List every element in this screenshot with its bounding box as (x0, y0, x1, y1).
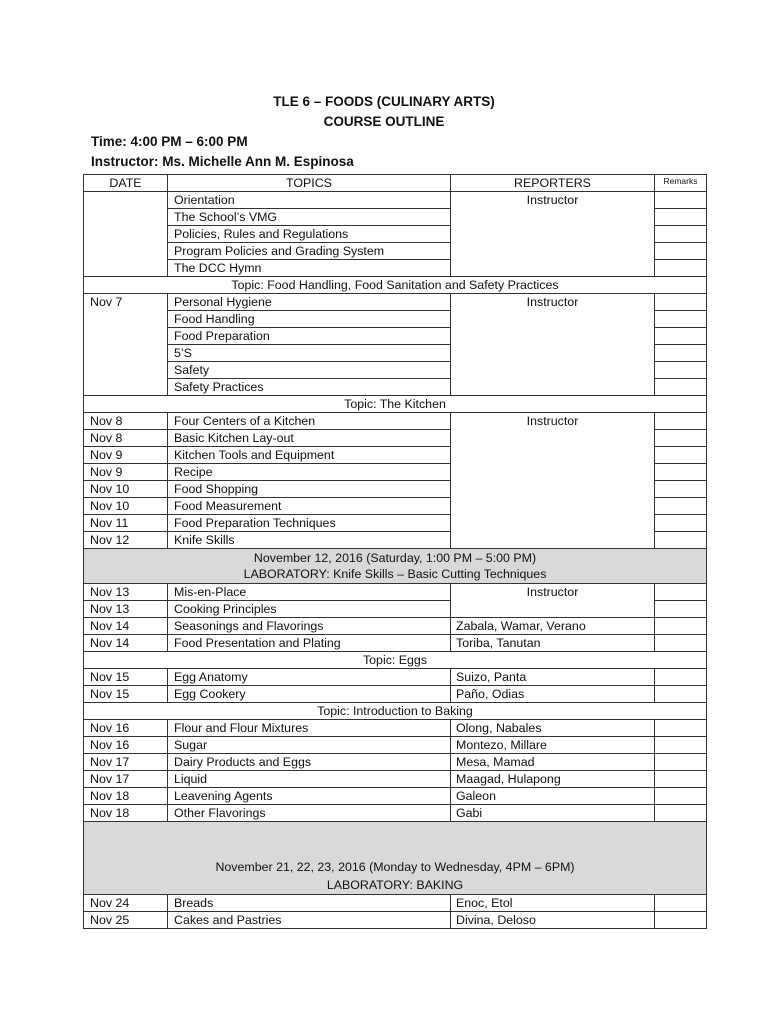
topic-cell: Mis-en-Place (168, 584, 451, 601)
topic-cell: 5’S (168, 345, 451, 362)
table-row (84, 686, 707, 703)
date-cell: Nov 18 (84, 788, 168, 805)
table-row (84, 788, 707, 805)
date-cell: Nov 10 (84, 481, 168, 498)
reporter-cell: Galeon (451, 788, 655, 805)
topic-cell: Leavening Agents (168, 788, 451, 805)
remarks-cell (655, 243, 707, 260)
header-reporters: REPORTERS (451, 175, 655, 192)
topic-cell: Egg Cookery (168, 686, 451, 703)
reporter-cell: Montezo, Millare (451, 737, 655, 754)
remarks-cell (655, 720, 707, 737)
date-cell: Nov 15 (84, 669, 168, 686)
header-remarks: Remarks (655, 175, 707, 192)
remarks-cell (655, 515, 707, 532)
reporter-cell: Toriba, Tanutan (451, 635, 655, 652)
topic-cell: Four Centers of a Kitchen (168, 413, 451, 430)
remarks-cell (655, 294, 707, 311)
date-cell: Nov 9 (84, 464, 168, 481)
date-cell: Nov 16 (84, 737, 168, 754)
section-title-row (84, 277, 707, 294)
remarks-cell (655, 226, 707, 243)
table-row (84, 720, 707, 737)
laboratory-date: November 21, 22, 23, 2016 (Monday to Wednesday, 4PM – 6PM) (215, 860, 575, 874)
remarks-cell (655, 635, 707, 652)
topic-cell: Food Preparation Techniques (168, 515, 451, 532)
laboratory-title: LABORATORY: Knife Skills – Basic Cutting Techniques (243, 567, 547, 581)
date-cell: Nov 11 (84, 515, 168, 532)
document-title: TLE 6 – FOODS (CULINARY ARTS) (273, 94, 495, 109)
section-title-row (84, 703, 707, 720)
laboratory-row (84, 822, 707, 895)
remarks-cell (655, 464, 707, 481)
table-row (84, 413, 707, 430)
remarks-cell (655, 788, 707, 805)
topic-cell: The DCC Hymn (168, 260, 451, 277)
remarks-cell (655, 912, 707, 929)
date-cell: Nov 13 (84, 601, 168, 618)
date-cell: Nov 13 (84, 584, 168, 601)
remarks-cell (655, 362, 707, 379)
remarks-cell (655, 413, 707, 430)
reporter-cell: Zabala, Wamar, Verano (451, 618, 655, 635)
course-outline-table (83, 174, 707, 929)
topic-cell: Sugar (168, 737, 451, 754)
table-row (84, 912, 707, 929)
remarks-cell (655, 686, 707, 703)
remarks-cell (655, 895, 707, 912)
table-row (84, 192, 707, 209)
reporter-cell: Suizo, Panta (451, 669, 655, 686)
remarks-cell (655, 447, 707, 464)
table-row (84, 754, 707, 771)
reporter-cell: Maagad, Hulapong (451, 771, 655, 788)
date-cell: Nov 7 (84, 294, 168, 396)
table-row (84, 294, 707, 311)
topic-cell: Knife Skills (168, 532, 451, 549)
topic-cell: The School’s VMG (168, 209, 451, 226)
reporter-cell: Instructor (451, 294, 655, 396)
topic-cell: Food Preparation (168, 328, 451, 345)
section-title-row (84, 396, 707, 413)
table-row (84, 895, 707, 912)
date-cell: Nov 8 (84, 413, 168, 430)
remarks-cell (655, 618, 707, 635)
topic-cell: Food Handling (168, 311, 451, 328)
section-title: Topic: Introduction to Baking (84, 703, 707, 720)
date-cell: Nov 24 (84, 895, 168, 912)
section-title-row (84, 652, 707, 669)
date-cell: Nov 14 (84, 618, 168, 635)
reporter-cell: Instructor (451, 192, 655, 277)
reporter-cell: Mesa, Mamad (451, 754, 655, 771)
remarks-cell (655, 532, 707, 549)
date-cell: Nov 8 (84, 430, 168, 447)
topic-cell: Personal Hygiene (168, 294, 451, 311)
topic-cell: Policies, Rules and Regulations (168, 226, 451, 243)
instructor-name: Instructor: Ms. Michelle Ann M. Espinosa (91, 154, 354, 169)
section-title: Topic: Eggs (84, 652, 707, 669)
topic-cell: Program Policies and Grading System (168, 243, 451, 260)
reporter-cell: Olong, Nabales (451, 720, 655, 737)
remarks-cell (655, 669, 707, 686)
header-date: DATE (84, 175, 168, 192)
remarks-cell (655, 311, 707, 328)
remarks-cell (655, 481, 707, 498)
table-row (84, 618, 707, 635)
table-row (84, 805, 707, 822)
remarks-cell (655, 584, 707, 601)
document-subtitle: COURSE OUTLINE (323, 114, 445, 129)
remarks-cell (655, 430, 707, 447)
remarks-cell (655, 754, 707, 771)
remarks-cell (655, 379, 707, 396)
topic-cell: Food Presentation and Plating (168, 635, 451, 652)
date-cell: Nov 15 (84, 686, 168, 703)
reporter-cell: Instructor (451, 584, 655, 618)
topic-cell: Seasonings and Flavorings (168, 618, 451, 635)
topic-cell: Dairy Products and Eggs (168, 754, 451, 771)
table-row (84, 669, 707, 686)
reporter-cell: Enoc, Etol (451, 895, 655, 912)
topic-cell: Food Shopping (168, 481, 451, 498)
remarks-cell (655, 345, 707, 362)
remarks-cell (655, 805, 707, 822)
reporter-cell: Gabi (451, 805, 655, 822)
topic-cell: Kitchen Tools and Equipment (168, 447, 451, 464)
laboratory-title: LABORATORY: BAKING (326, 878, 464, 892)
date-cell: Nov 9 (84, 447, 168, 464)
topic-cell: Safety (168, 362, 451, 379)
topic-cell: Basic Kitchen Lay-out (168, 430, 451, 447)
reporter-cell: Instructor (451, 413, 655, 549)
remarks-cell (655, 328, 707, 345)
class-time: Time: 4:00 PM – 6:00 PM (91, 134, 248, 149)
topic-cell: Cakes and Pastries (168, 912, 451, 929)
remarks-cell (655, 737, 707, 754)
topic-cell: Recipe (168, 464, 451, 481)
topic-cell: Liquid (168, 771, 451, 788)
section-title: Topic: Food Handling, Food Sanitation and Safety Practices (84, 277, 707, 294)
laboratory-cell (84, 549, 707, 584)
remarks-cell (655, 601, 707, 618)
date-cell: Nov 14 (84, 635, 168, 652)
topic-cell: Other Flavorings (168, 805, 451, 822)
remarks-cell (655, 260, 707, 277)
date-cell: Nov 10 (84, 498, 168, 515)
remarks-cell (655, 771, 707, 788)
date-cell: Nov 17 (84, 754, 168, 771)
section-title: Topic: The Kitchen (84, 396, 707, 413)
date-cell: Nov 25 (84, 912, 168, 929)
header-topics: TOPICS (168, 175, 451, 192)
remarks-cell (655, 498, 707, 515)
laboratory-row (84, 549, 707, 584)
table-header-row (84, 175, 707, 192)
date-cell (84, 192, 168, 277)
topic-cell: Orientation (168, 192, 451, 209)
date-cell: Nov 18 (84, 805, 168, 822)
topic-cell: Egg Anatomy (168, 669, 451, 686)
date-cell: Nov 17 (84, 771, 168, 788)
reporter-cell: Paño, Odias (451, 686, 655, 703)
reporter-cell: Divina, Deloso (451, 912, 655, 929)
remarks-cell (655, 209, 707, 226)
topic-cell: Cooking Principles (168, 601, 451, 618)
date-cell: Nov 16 (84, 720, 168, 737)
table-row (84, 737, 707, 754)
table-row (84, 771, 707, 788)
topic-cell: Food Measurement (168, 498, 451, 515)
topic-cell: Flour and Flour Mixtures (168, 720, 451, 737)
remarks-cell (655, 192, 707, 209)
laboratory-cell (84, 822, 707, 895)
table-row (84, 584, 707, 601)
date-cell: Nov 12 (84, 532, 168, 549)
laboratory-date: November 12, 2016 (Saturday, 1:00 PM – 5:00 PM) (253, 551, 537, 565)
topic-cell: Safety Practices (168, 379, 451, 396)
table-row (84, 635, 707, 652)
topic-cell: Breads (168, 895, 451, 912)
